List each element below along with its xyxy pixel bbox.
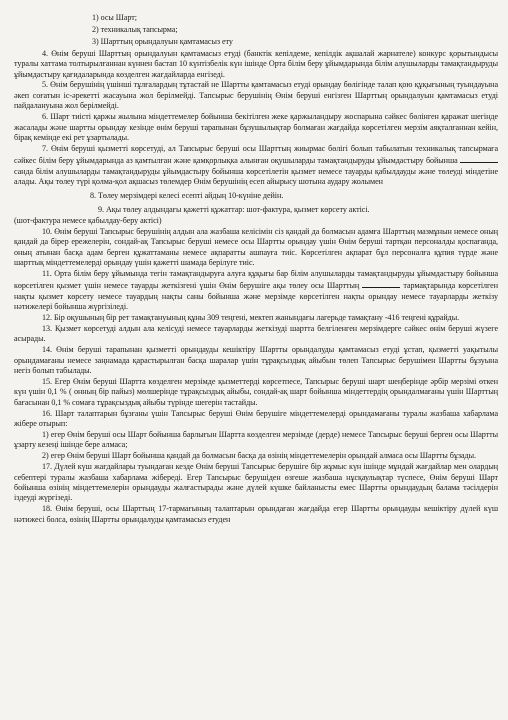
list-item-contract: 1) осы Шарт;: [92, 13, 137, 22]
paragraph-9-note: (шот-фактура немесе қабылдау-беру актісі): [14, 215, 162, 225]
paragraph-4: 4. Өнім беруші Шарттың орындалуын қамтамасыз етуді (банктік кепілдеме, кепілдік ақшалай жарнателе) конкурс қорытындысы туралы хаттама толтырылғаннан күннен бастап 10 күнтізбелік күн ішінде Орта білім беру ұйымдарында білім алушыларды тамақтандыруды ұйымдастыру қағидаларында көзделген жағдайларда енгізеді.: [14, 48, 498, 79]
paragraph-6: 6. Шарт тиісті қаржы жылына міндеттемелер бойынша бекітілген жеке қаржыландыру жоспарына сәйкес бөлінген қаражат шегінде жасалады және шартты орындау кезінде өнім беруші тарапынан бұзушылықтар болмаған жағдайда көрсетілген мерзім аяқталғаннан кейін, бірақ кемінде екі рет ұзартылады.: [14, 112, 498, 142]
paragraph-7: [14, 144, 498, 188]
paragraph-11: [14, 269, 498, 313]
paragraph-16-2: 2) егер Өнім беруші Шарт бойынша қандай да болмасын басқа да өзінің міндеттемелерін орындай алмаса осы Шартты бұзады.: [42, 451, 476, 461]
paragraph-10: 10. Өнім беруші Тапсырыс берушінің алдын ала жазбаша келісімін сіз қандай да болмасын адамға Шарттың мазмұнын немесе оның қандай да бірер ережелерін, сондай-ақ Тапсырыс беруші немесе осы Шартты орындау үшін Өнім беруші тартқан персоналды қоспағанда, оның атынан басқа адам берген құжаттаманы немесе ақпаратты ашпауға тиіс. Көрсетілген ақпарат бұл персоналға құпия түрде және шарттық міндеттемелерді орындау үшін қажетті шамада берілуге тиіс.: [14, 226, 498, 267]
paragraph-9: 9. Ақы төлеу алдындағы қажетті құжаттар: шот-фактура, қызмет көрсету актісі.: [98, 204, 370, 214]
paragraph-14: 14. Өнім беруші тарапынан қызметті орындауды кешіктіру Шартты орындалуды қамтамасыз етуді ұстап, қызметті уақытылы орындамағаны немесе заңнамада қарастырылған басқа шаралар үшін тұрақсыздық айыбын төлеп Тапсырыс берушімен Шартты бұзуына негіз болып табылады.: [14, 345, 498, 375]
paragraph-11-start: 11. Орта білім беру ұйымында тегін тамақтандыруға алуға құқығы бар білім алушыларды тамақтандыруды ұйымдастыру бойынша көрсетілген қызмет үшін немесе тауарды жеткізгені үшін Өнім берушіге ақы төлеу осы Шарттың: [14, 268, 498, 291]
list-item-tech-task: 2) техникалық тапсырма;: [92, 24, 178, 34]
paragraph-17: 17. Дүлей күш жағдайлары туындаған кезде Өнім беруші Тапсырыс берушіге бір жұмыс күн ішінде мұндай жағдайлар мен олардың себептері туралы жазбаша хабарлама жібереді. Егер Тапсырыс берушіден өзгеше жазбаша нұсқаулықтар түспесе, Өнім беруші Шарт бойынша өзінің міндеттемелерін орындауды жалғастырады және дүлей күшке байланысты емес Шартты орындаудың балама тәсілдерін іздеуді жүргізеді.: [14, 462, 498, 503]
paragraph-15: 15. Егер Өнім беруші Шартта көзделген мерзімде қызметтерді көрсетпесе, Тапсырыс беруші шарт шеңберінде әрбір мерзімі өткен күн үшін 0,1 % ( онның бір пайыз) мөлшерінде тұрақсыздық айыбы, сондай-ақ шарт бойынша міндеттердің орындалмағаны үшін Шарттың бағасынан 0,1 % сомаға тұрақсыздық айыбы түрінде шегерін тастайды.: [14, 376, 498, 407]
paragraph-16-1: 1) егер Өнім беруші осы Шарт бойынша барлығын Шартта көзделген мерзімде (дерде) немесе Тапсырыс беруші берген осы Шартты ұзарту кезеңі ішінде бере алмаса;: [14, 429, 498, 450]
list-item-security: 3) Шарттың орындалуын қамтамасыз ету: [92, 36, 233, 46]
fill-in-blank: [362, 279, 400, 288]
fill-in-blank: [460, 154, 498, 163]
paragraph-5: 5. Өнім берушінің үшінші тұлғалардың тұтастай не Шартты қамтамасыз етуді орындау бөлігінде талап қою құқығының туындауына әкеп соғатын іс-әрекетті жасауына жол берілмейді. Тапсырыс берушінің Өнім беруші енгізген Шарттың орындалуын қамтамасыз етуді пайдалануына жол берілмейді.: [14, 80, 498, 111]
paragraph-8: 8. Төлеу мерзімдері келесі есепті айдың 10-күніне дейін.: [90, 191, 284, 200]
paragraph-13: 13. Қызмет көрсетуді алдын ала келісуді немесе тауарларды жеткізуді шартта белгіленген мерзімдерге сәйкес өнім беруші жүзеге асырады.: [14, 323, 498, 344]
paragraph-12: 12. Бір оқушының бір рет тамақтануының құны 309 теңгені, мектеп жанындағы лагерьде тамақтану -416 теңгені құрайды.: [42, 312, 460, 322]
paragraph-7-end: санда білім алушыларды тамақтандыруды ұйымдастыру бойынша көрсетілетін қызмет немесе тауарды қабылдауды және төлеуді міндетіне алады. Ақы төлеу түрі қолма-қол ақшасыз төлемдер Өнім берушінің есеп айырысу шотына аудару жолымен: [14, 166, 498, 187]
paragraph-18: 18. Өнім беруші, осы Шарттың 17-тармағының талаптарын орындаған жағдайда егер Шартты орындауды кешіктіру дүлей күш нәтижесі болса, өзінің Шартты орындалуды қамтамасыз етуден: [14, 504, 498, 524]
paragraph-11-end: тармақтарында көрсетілген нақты қызмет көрсету немесе тауардың нақты саны бойынша және мерзімде көрсетілген нақты орындау немесе тауарларды жеткізу нәтижелері бойынша жүргізіледі.: [14, 281, 498, 312]
paragraph-7-start: 7. Өнім беруші қызметті көрсетуді, ал Тапсырыс беруші осы Шарттың жиырмас бөлігі болып табылатын техникалық тапсырмаға сәйкес білім беру ұйымдарында аз қамтылған және қамқорлықка алынған оқушыларды тамақтандыруды ұйымдастыру бойынша: [14, 143, 498, 166]
paragraph-16: 16. Шарт талаптарын бұзғаны үшін Тапсырыс беруші Өнім берушіге міндеттемелерді орындамағаны туралы жазбаша хабарлама жібере отырып:: [14, 408, 498, 429]
